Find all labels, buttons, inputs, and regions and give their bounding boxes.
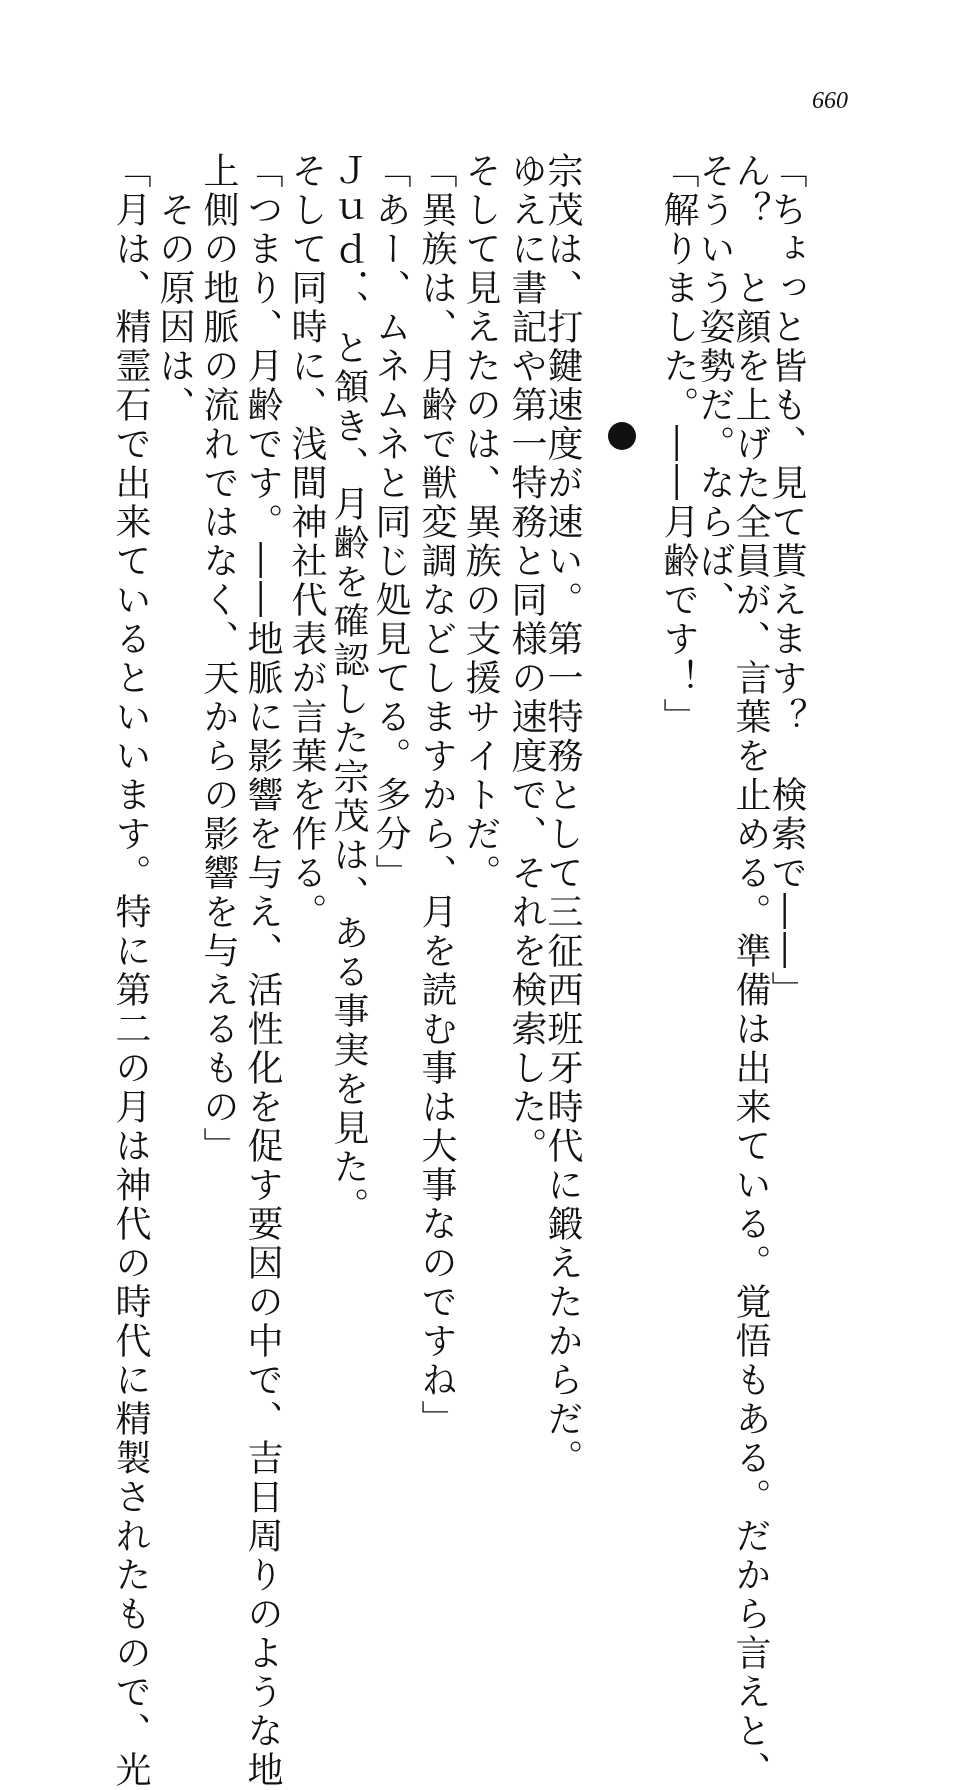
text-column: そういう姿勢だ。ならば、 — [694, 152, 735, 620]
text-column: 「あー、ムネムネと同じ処見てる。多分」 — [370, 152, 411, 893]
text-column: その原因は、 — [154, 152, 195, 425]
text-column: 宗茂は、打鍵速度が速い。第一特務として三征西班牙時代に鍛えたからだ。 — [542, 152, 583, 1478]
text-column: ゆえに書記や第一特務と同様の速度で、それを検索した。 — [506, 152, 547, 1166]
text-column: そして見えたのは、異族の支援サイトだ。 — [460, 152, 501, 893]
page-number: 660 — [812, 88, 848, 114]
scene-break-circle-icon — [608, 422, 636, 450]
text-column: 「つまり、月齢です。――地脈に影響を与え、活性化を促す要因の中で、吉日周りのような地 — [242, 152, 283, 1790]
text-column: 上側の地脈の流れではなく、天からの影響を与えるもの」 — [198, 152, 239, 1166]
text-column: 「ちょっと皆も、見て貰えます？ 検索で――」 — [766, 152, 807, 1010]
text-column: Ｊｕｄ．、と頷き、月齢を確認した宗茂は、ある事実を見た。 — [328, 152, 369, 1226]
text-column: 「異族は、月齢で獣変調などしますから、月を読む事は大事なのですね」 — [416, 152, 457, 1439]
text-column: 「月は、精霊石で出来ているといいます。特に第二の月は神代の時代に精製されたもので、光 — [110, 152, 151, 1790]
text-column: そして同時に、浅間神社代表が言葉を作る。 — [286, 152, 327, 932]
text-column: 「解りました。――月齢です！」 — [658, 152, 699, 737]
text-column: ん？ と顔を上げた全員が、言葉を止める。準備は出来ている。覚悟もある。だから言えと、 — [730, 152, 771, 1790]
